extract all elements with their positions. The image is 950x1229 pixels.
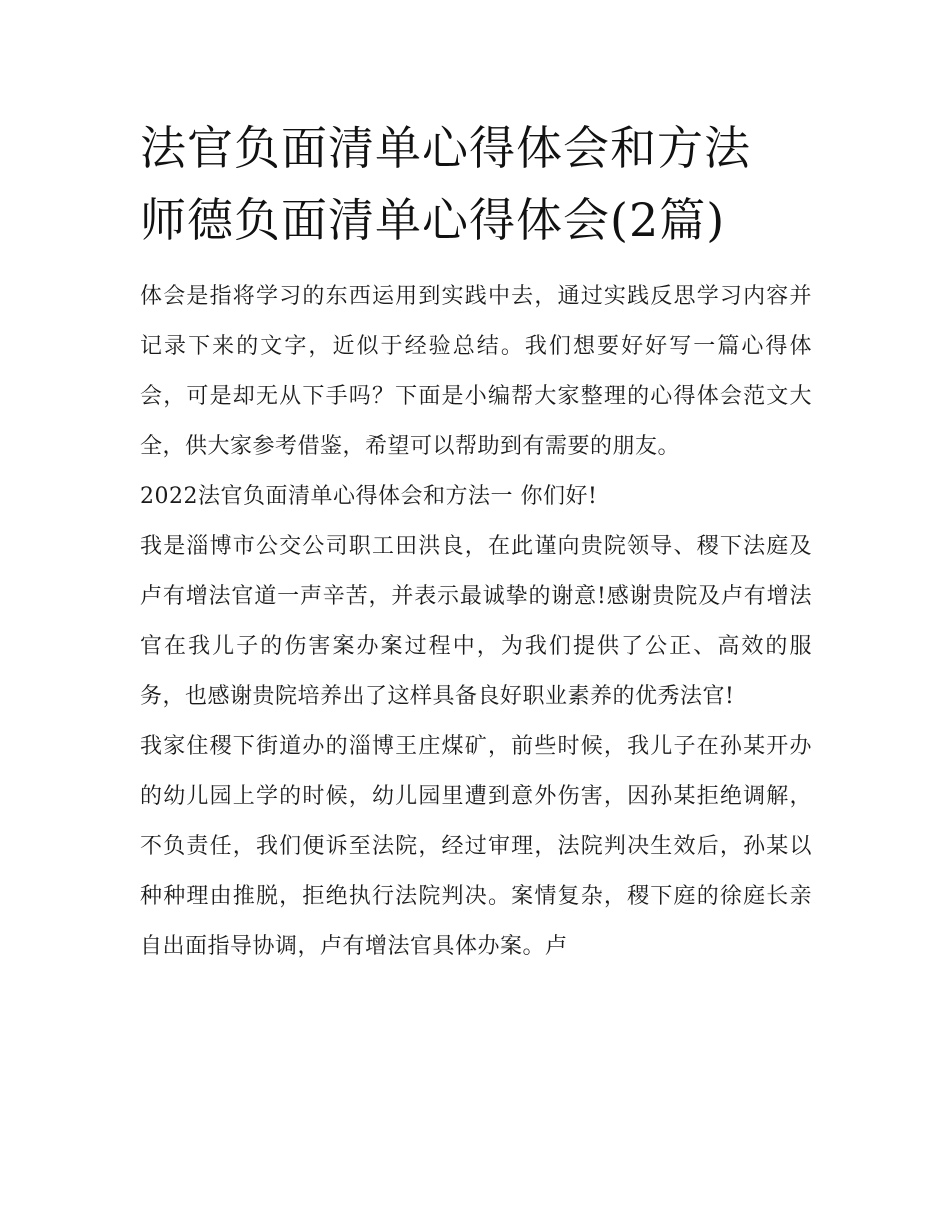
paragraph-section-heading: 2022法官负面清单心得体会和方法一 你们好! bbox=[140, 484, 598, 509]
document-body bbox=[140, 272, 812, 972]
title-line-1: 法官负面清单心得体会和方法 bbox=[140, 121, 751, 175]
paragraph-letter-intro: 我是淄博市公交公司职工田洪良，在此谨向贵院领导、稷下法庭及卢有增法官道一声辛苦，并表示最诚挚的谢意!感谢贵院及卢有增法官在我儿子的伤害案办案过程中，为我们提供了公正、高效的服务，也感谢贵院培养出了这样具备良好职业素养的优秀法官! bbox=[140, 534, 812, 709]
paragraph-case-description: 我家住稷下街道办的淄博王庄煤矿，前些时候，我儿子在孙某开办的幼儿园上学的时候，幼儿园里遭到意外伤害，因孙某拒绝调解，不负责任，我们便诉至法院，经过审理，法院判决生效后，孙某以种种理由推脱，拒绝执行法院判决。案情复杂，稷下庭的徐庭长亲自出面指导协调，卢有增法官具体办案。卢 bbox=[140, 734, 812, 959]
paragraph-intro: 体会是指将学习的东西运用到实践中去，通过实践反思学习内容并记录下来的文字，近似于经验总结。我们想要好好写一篇心得体会，可是却无从下手吗？下面是小编帮大家整理的心得体会范文大全，供大家参考借鉴，希望可以帮助到有需要的朋友。 bbox=[140, 284, 812, 459]
title-line-2: 师德负面清单心得体会(2篇) bbox=[140, 193, 726, 247]
document-content bbox=[140, 112, 812, 972]
document-title bbox=[140, 112, 812, 256]
